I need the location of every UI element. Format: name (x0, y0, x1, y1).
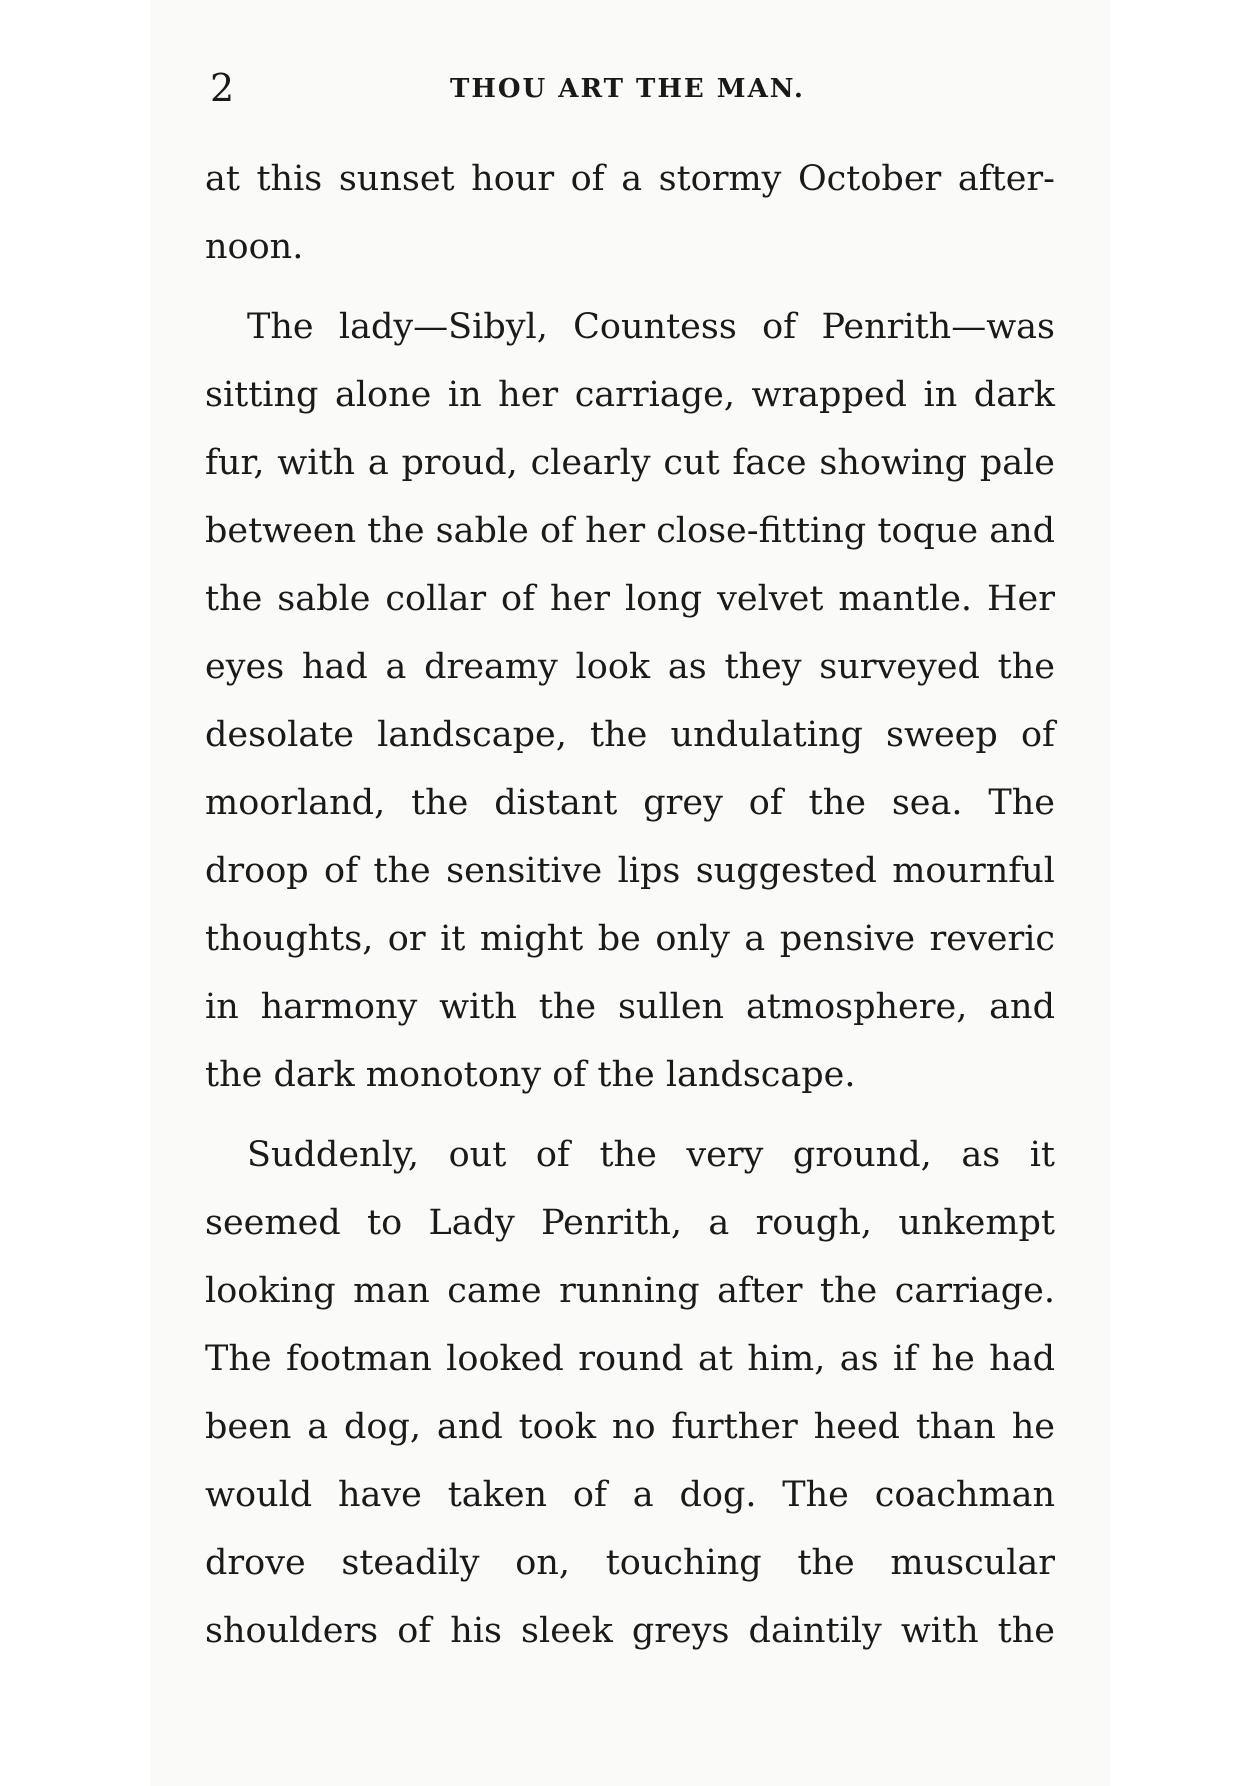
body-text (205, 145, 1055, 1665)
text-line: the sable collar of her long velvet mantle. Her (205, 579, 1055, 619)
text-line: looking man came running after the carriage. (205, 1271, 1055, 1311)
text-line: would have taken of a dog. The coachman (205, 1475, 1055, 1515)
text-line: eyes had a dreamy look as they surveyed the (205, 647, 1055, 687)
text-line: fur, with a proud, clearly cut face showing pale (205, 443, 1055, 483)
paragraph (205, 1121, 1055, 1665)
text-line: The lady—Sibyl, Countess of Penrith—was (247, 307, 1055, 347)
text-line: been a dog, and took no further heed than he (205, 1407, 1055, 1447)
text-line: thoughts, or it might be only a pensive reveric (205, 919, 1055, 959)
text-line: sitting alone in her carriage, wrapped in dark (205, 375, 1055, 415)
running-head: THOU ART THE MAN. (450, 74, 805, 104)
text-line: at this sunset hour of a stormy October after- (205, 159, 1055, 199)
text-line: between the sable of her close-fitting toque and (205, 511, 1056, 551)
text-line: drove steadily on, touching the muscular (205, 1543, 1055, 1583)
text-line: desolate landscape, the undulating sweep of (205, 715, 1055, 755)
text-line: droop of the sensitive lips suggested mournful (205, 851, 1055, 891)
text-line: Suddenly, out of the very ground, as it (247, 1135, 1055, 1175)
paragraph (205, 293, 1055, 1109)
text-line: seemed to Lady Penrith, a rough, unkempt (205, 1203, 1055, 1243)
text-line: The footman looked round at him, as if he had (205, 1339, 1055, 1379)
text-line: in harmony with the sullen atmosphere, and (205, 987, 1055, 1027)
text-line: noon. (205, 227, 304, 267)
text-line: shoulders of his sleek greys daintily with the (205, 1611, 1055, 1651)
text-line: the dark monotony of the landscape. (205, 1055, 856, 1095)
page-number: 2 (210, 66, 235, 110)
page-header (210, 60, 1060, 120)
text-line: moorland, the distant grey of the sea. The (205, 783, 1055, 823)
paragraph (205, 145, 1055, 281)
